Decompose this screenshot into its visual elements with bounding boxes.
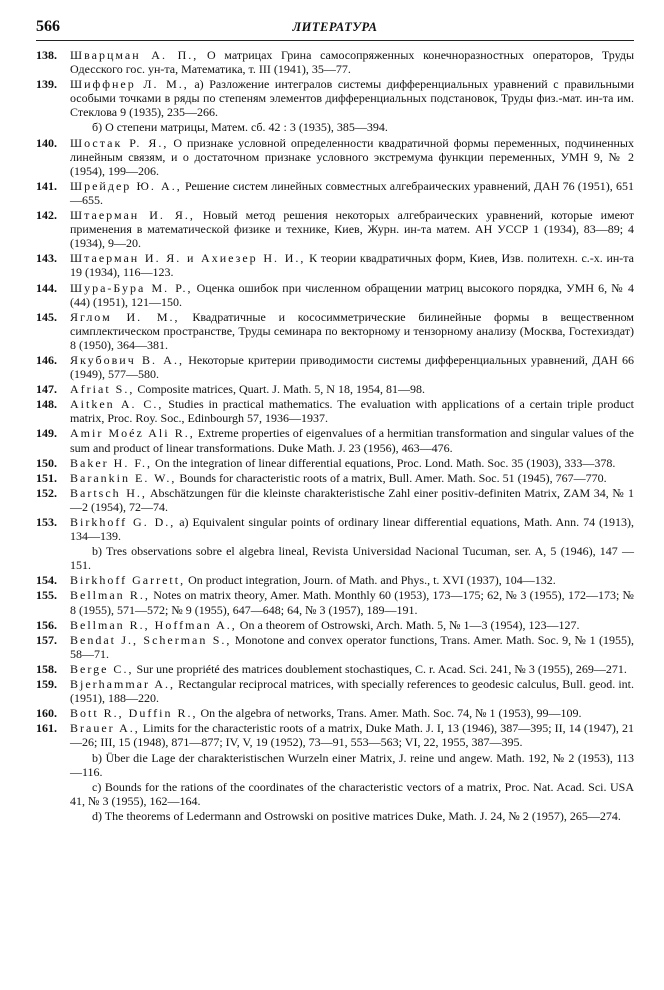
reference-number: 141.	[36, 178, 57, 193]
reference-number: 145.	[36, 309, 57, 324]
reference-text: Решение систем линейных совместных алгебраических уравнений, ДАН 76 (1951), 651—655.	[70, 178, 635, 207]
reference-entry	[36, 136, 634, 178]
reference-author: Baker H. F.,	[70, 455, 153, 470]
reference-text: Оценка ошибок при численном обращении матриц высокого порядка, УМН 6, № 4 (44) (1951), 121—150.	[70, 280, 634, 309]
reference-author: Bott R., Duffin R.,	[70, 706, 198, 721]
reference-entry	[36, 48, 634, 76]
reference-text: Некоторые критерии приводимости системы дифференциальных уравнений, ДАН 66 (1949), 577—580.	[70, 352, 635, 382]
reference-author: Шварцман А. П.,	[70, 48, 199, 62]
reference-entry	[36, 633, 634, 661]
reference-number: 151.	[36, 470, 57, 485]
reference-text: On the integration of linear differential equations, Proc. Lond. Math. Soc. 35 (1903), 333—378.	[155, 455, 616, 470]
reference-text: Sur une propriété des matrices doublement stochastiques, C. r. Acad. Sci. 241, № 3 (1955), 269—271.	[136, 661, 627, 676]
reference-entry	[36, 706, 634, 720]
reference-number: 152.	[36, 485, 57, 500]
reference-author: Штаерман И. Я.,	[70, 208, 195, 223]
reference-author: Яглом И. М.,	[70, 309, 180, 324]
reference-entry	[36, 208, 634, 250]
reference-author: Bellman R.,	[70, 588, 150, 603]
reference-number: 142.	[36, 208, 57, 223]
reference-text: Новый метод решения некоторых алгебраических уравнений, которые имеют применения в математической физике и технике, Киев, Журн. ин-та матем. АН УССР 1 (1934), 83—89; 4 (1934), 9—20.	[70, 208, 635, 251]
reference-entry	[36, 179, 634, 207]
reference-author: Amir Moéz Ali R.,	[70, 426, 195, 441]
reference-entry	[36, 588, 634, 616]
reference-subentry	[36, 751, 634, 779]
reference-text: Rectangular reciprocal matrices, with specially references to geodesic calculus, Bull. geod. int. (1951), 188—220.	[70, 677, 635, 706]
reference-number: 161.	[36, 721, 57, 736]
reference-entry	[36, 677, 634, 705]
reference-author: Barankin E. W.,	[70, 470, 177, 485]
reference-text: On product integration, Journ. of Math. and Phys., t. XVI (1937), 104—132.	[188, 573, 556, 588]
reference-text: Extreme properties of eigenvalues of a hermitian transformation and singular values of the sum and product of linear transformations. Duke Math. J. 23 (1956), 463—476.	[70, 426, 634, 455]
running-title: ЛИТЕРАТУРА	[292, 20, 378, 34]
reference-text: Studies in practical mathematics. The evaluation with applications of a certain triple product matrix, Proc. Roy. Soc., Edinbourgh 57, 1936—1937.	[70, 397, 634, 426]
reference-author: Шиффнер Л. М.,	[70, 77, 189, 92]
reference-author: Якубович В. А.,	[70, 352, 184, 367]
reference-author: Штаерман И. Я. и Ахиезер Н. И.,	[70, 251, 306, 266]
reference-entry	[36, 618, 634, 632]
reference-subentry	[36, 544, 634, 572]
reference-author: Bellman R., Hoffman A.,	[70, 617, 237, 632]
reference-author: Шура-Бура М. Р.,	[70, 280, 193, 295]
reference-number: 149.	[36, 426, 57, 441]
subentry-text: О степени матрицы, Матем. сб. 42 : 3 (1935), 385—394.	[105, 120, 388, 135]
reference-subentry	[36, 780, 634, 808]
reference-entry	[36, 721, 634, 749]
reference-entry	[36, 426, 634, 454]
reference-number: 159.	[36, 677, 57, 692]
reference-entry	[36, 251, 634, 279]
reference-subentry	[36, 809, 634, 823]
reference-author: Berge C.,	[70, 661, 134, 676]
reference-entry	[36, 382, 634, 396]
reference-entry	[36, 281, 634, 309]
subentry-text: Über die Lage der charakteristischen Wurzeln einer Matrix, J. reine und angew. Math. 192, № 2 (1953), 113—116.	[70, 750, 634, 779]
reference-entry	[36, 471, 634, 485]
page-number: 566	[36, 18, 60, 35]
reference-number: 157.	[36, 632, 57, 647]
reference-number: 155.	[36, 588, 57, 603]
reference-author: Шостак Р. Я.,	[70, 135, 169, 150]
reference-number: 158.	[36, 661, 57, 676]
reference-entry	[36, 353, 634, 381]
reference-entry	[36, 456, 634, 470]
reference-number: 147.	[36, 382, 57, 397]
reference-text: Monotone and convex operator functions, Trans. Amer. Math. Soc. 9, № 1 (1955), 58—71.	[70, 632, 635, 661]
page-header	[36, 18, 634, 41]
reference-entry	[36, 662, 634, 676]
reference-number: 143.	[36, 251, 57, 266]
reference-entry	[36, 397, 634, 425]
reference-number: 140.	[36, 135, 57, 150]
reference-number: 139.	[36, 77, 57, 92]
reference-entry	[36, 515, 634, 543]
reference-text: О признаке условной определенности квадратичной формы переменных, подчиненных линейным связям, и о достаточном признаке условного экстремума функции переменных, УМН 9, № 2 (1954), 199—206.	[70, 135, 634, 178]
subentry-text: Bounds for the rations of the coordinates of the characteristic vectors of a matrix, Proc. Nat. Acad. Sci. USA 41, № 3 (1955), 162—164.	[70, 779, 634, 808]
reference-text: Limits for the characteristic roots of a matrix, Duke Math. J. I, 13 (1946), 387—395; II, 14 (1947), 21—26; III, 15 (1948), 871—877; IV, V, 19 (1952), 73—91, 553—563; VI, 22, 1955, 387—395.	[70, 721, 635, 750]
reference-number: 146.	[36, 352, 57, 367]
reference-entry	[36, 77, 634, 119]
reference-number: 148.	[36, 397, 57, 412]
reference-number: 156.	[36, 617, 57, 632]
reference-author: Bartsch H.,	[70, 485, 147, 500]
reference-list	[36, 48, 634, 823]
reference-author: Birkhoff Garrett,	[70, 573, 186, 588]
reference-text: Bounds for characteristic roots of a matrix, Bull. Amer. Math. Soc. 51 (1945), 767—770.	[179, 470, 607, 485]
subentry-label: c)	[92, 779, 102, 794]
reference-text: Abschätzungen für die kleinste charakteristische Zahl einer positiv-definiten Matrix, ZAM 34, № 1—2 (1954), 72—74.	[70, 485, 634, 514]
reference-entry	[36, 573, 634, 587]
subentry-label: d)	[92, 808, 102, 823]
subentry-label: б)	[92, 120, 103, 135]
reference-text: Notes on matrix theory, Amer. Math. Monthly 60 (1953), 173—175; 62, № 3 (1955), 172—173; № 8 (1955), 571—572; № 9 (1955), 647—648; 64, № 3 (1957), 189—191.	[70, 588, 634, 617]
reference-author: Aitken A. C.,	[70, 397, 164, 412]
reference-author: Birkhoff G. D.,	[70, 515, 176, 529]
reference-entry	[36, 486, 634, 514]
reference-author: Brauer A.,	[70, 721, 140, 736]
reference-author: Afriat S.,	[70, 382, 135, 397]
reference-number: 153.	[36, 515, 57, 529]
subentry-text: The theorems of Ledermann and Ostrowski on positive matrices Duke, Math. J. 24, № 2 (1957), 265—274.	[104, 808, 621, 823]
subentry-label: b)	[92, 544, 102, 559]
subentry-label: b)	[92, 750, 102, 765]
reference-entry	[36, 310, 634, 352]
reference-number: 144.	[36, 280, 57, 295]
reference-number: 154.	[36, 573, 57, 588]
reference-text: О матрицах Грина самосопряженных конечноразностных операторов, Труды Одесского гос. ун-та, Математика, т. III (1941), 35—77.	[70, 48, 635, 77]
reference-author: Bendat J., Scherman S.,	[70, 632, 232, 647]
reference-author: Bjerhammar A.,	[70, 677, 176, 692]
reference-number: 160.	[36, 706, 57, 721]
reference-text: Composite matrices, Quart. J. Math. 5, N 18, 1954, 81—98.	[137, 382, 425, 397]
reference-text: Квадратичные и кососимметрические билинейные формы в вещественном симплектическом пространстве, Труды семинара по векторному и тензорному анализу (Москва, Гостехиздат) 8 (1950), 364—381.	[70, 309, 634, 352]
reference-text: On a theorem of Ostrowski, Arch. Math. 5, № 1—3 (1954), 123—127.	[239, 617, 580, 632]
reference-number: 150.	[36, 455, 57, 470]
reference-text: К теории квадратичных форм, Киев, Изв. политехн. с.-х. ин-та 19 (1934), 116—123.	[70, 251, 635, 280]
reference-text: On the algebra of networks, Trans. Amer. Math. Soc. 74, № 1 (1953), 99—109.	[200, 706, 582, 721]
reference-text: a) Разложение интегралов системы дифференциальных уравнений с правильными особыми точками в ряды по степеням элементов дифференциальных подстановок, Труды физ.-мат. ин-та им. Стеклова 9 (1935), 235—266.	[70, 77, 634, 120]
reference-author: Шрейдер Ю. А.,	[70, 178, 182, 193]
reference-subentry	[36, 120, 634, 134]
reference-text: a) Equivalent singular points of ordinary linear differential equations, Math. Ann. 74 (1913), 134—139.	[70, 515, 635, 544]
subentry-text: Tres observations sobre el algebra lineal, Revista Universidad Nacional Tucuman, ser. A, 5 (1946), 147 — 151.	[70, 544, 634, 573]
reference-number: 138.	[36, 48, 57, 62]
